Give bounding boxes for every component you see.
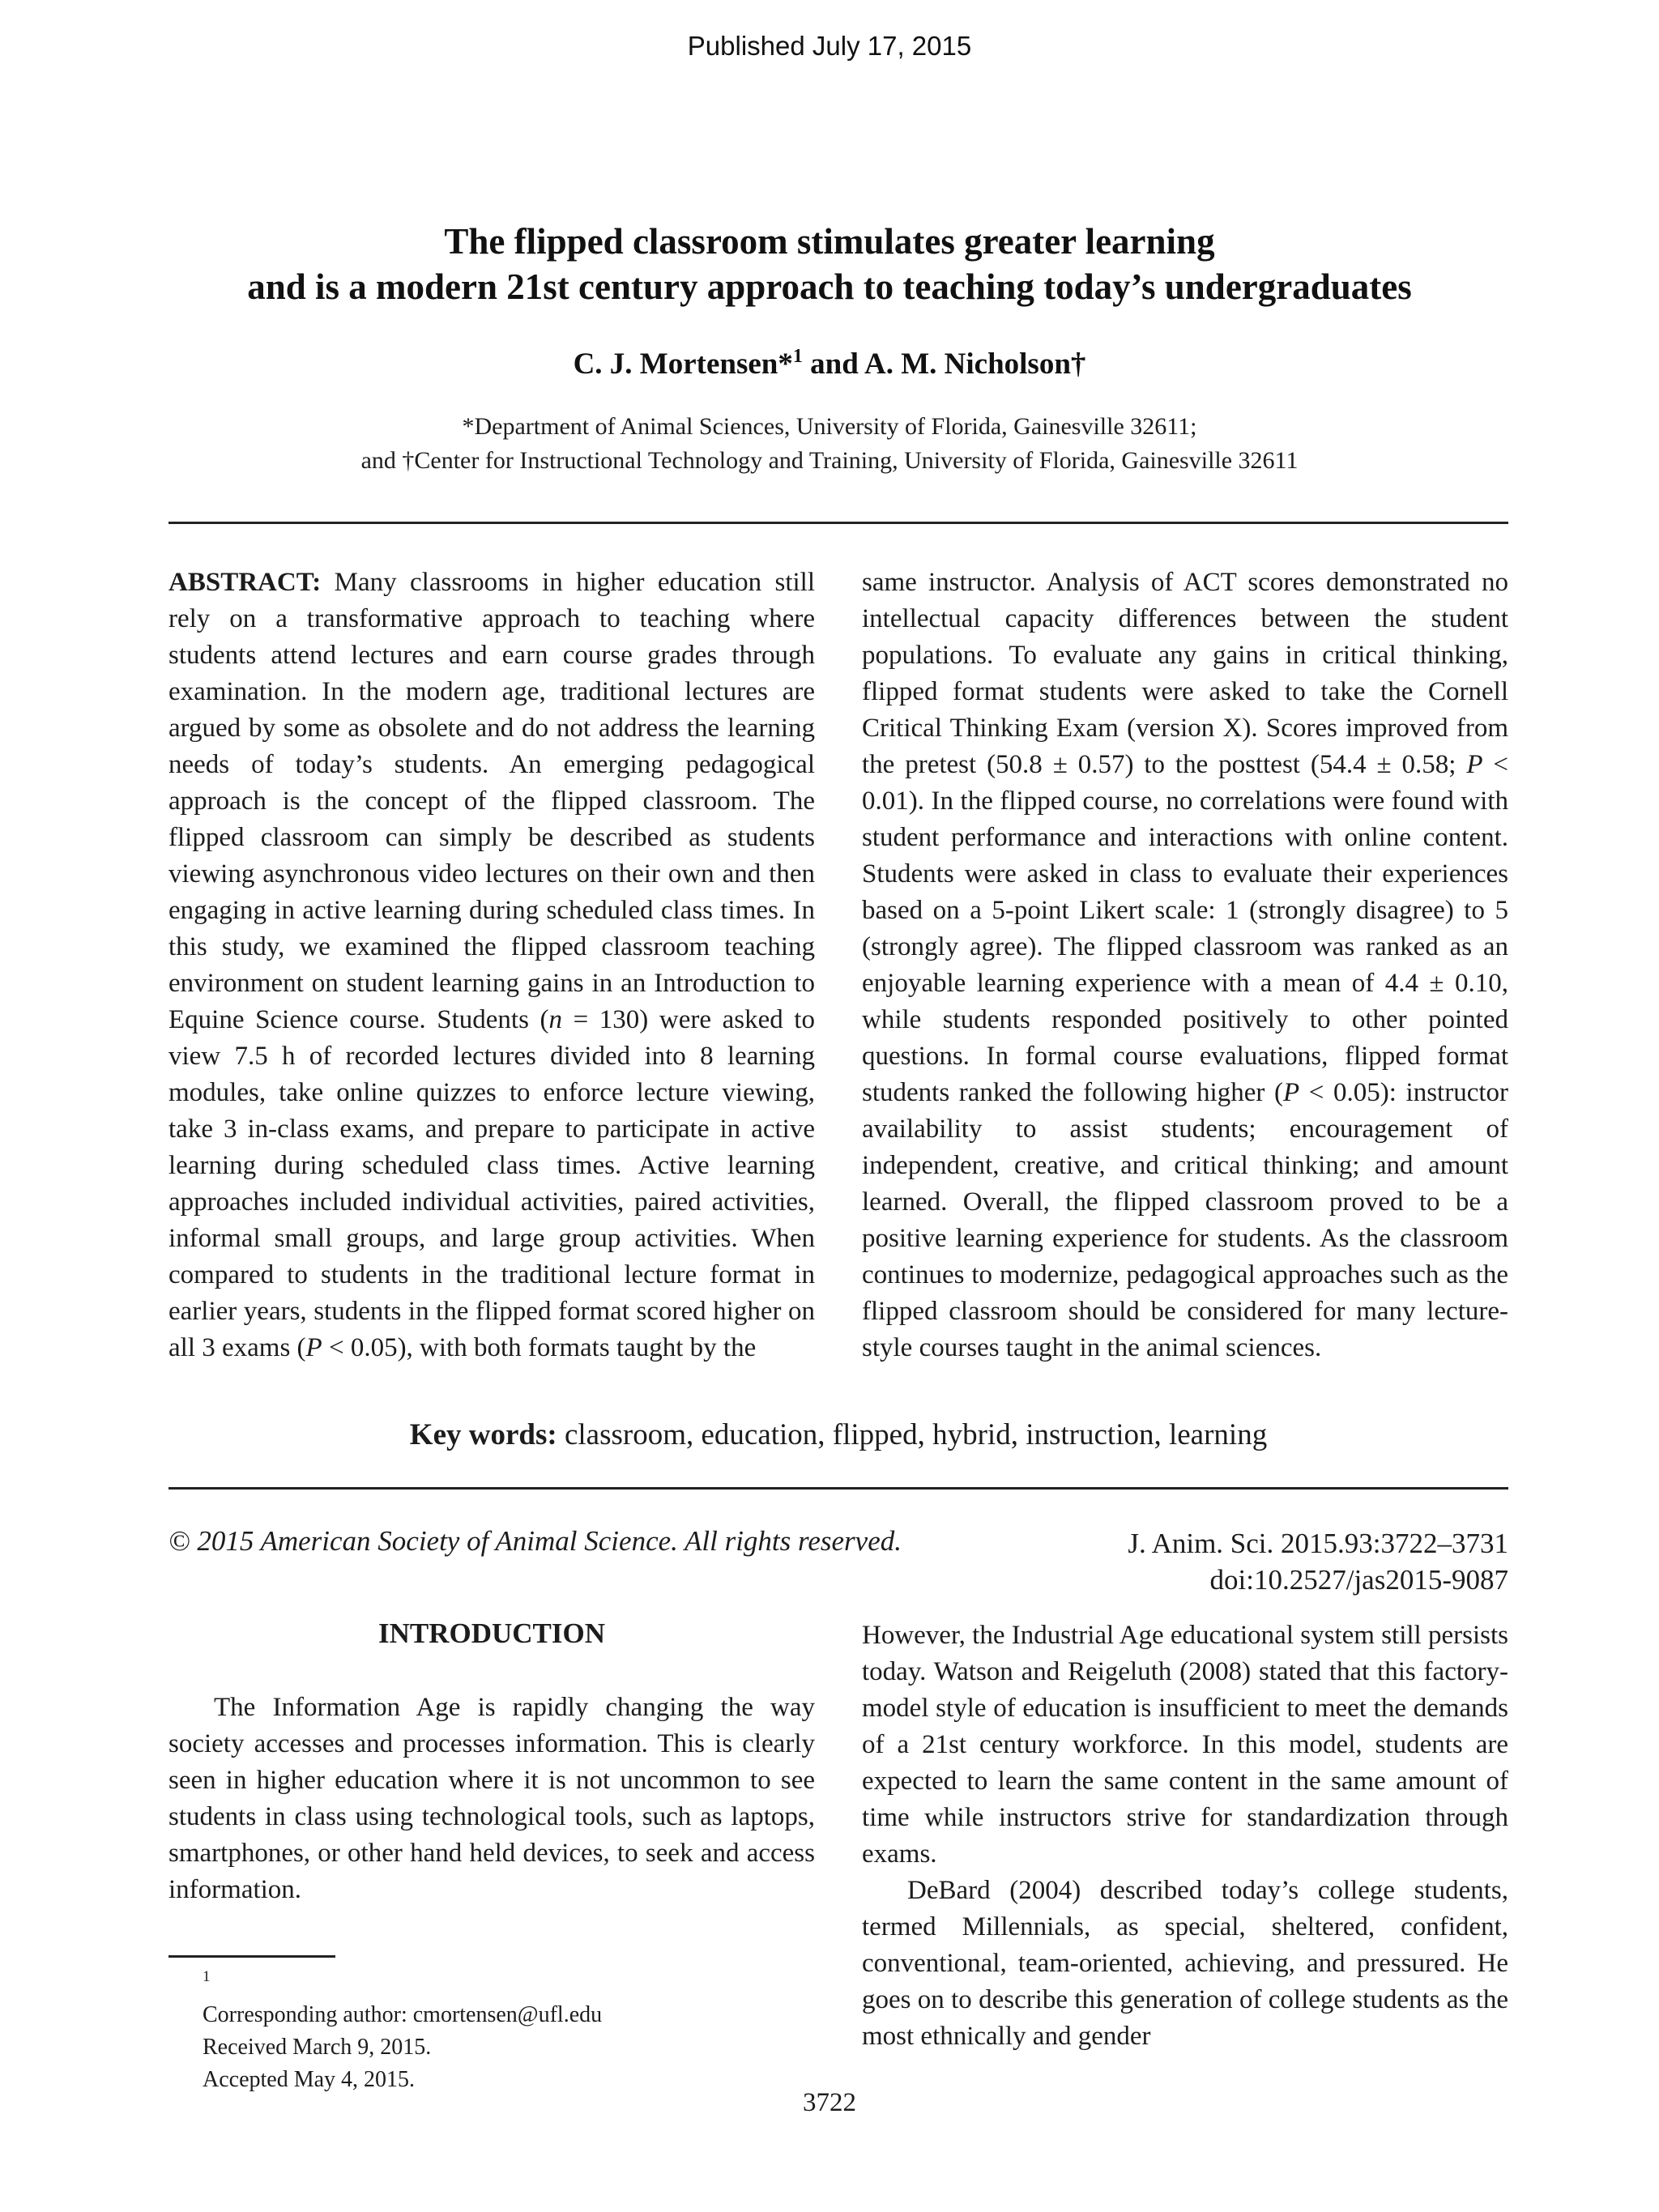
author-conjunction: and [802,347,864,381]
copyright-notice: © 2015 American Society of Animal Science. All rights reserved. [168,1525,902,1557]
footnote-received: Received March 9, 2015. [203,2035,432,2060]
introduction-left-column [168,1690,815,1908]
introduction-paragraph: However, the Industrial Age educational system still persists today. Watson and Reigeluth (2008) stated that this factory-model style of education is insufficient to meet the demands of a 21st century workforce. In this model, students are expected to learn the same content in the same amount of time while instructors strive for standardization through exams. [862,1621,1508,1869]
abstract-text-5: < 0.01). In the flipped course, no correlations were found with student performance and interactions with online content. Students were asked in class to evaluate their experiences based on a 5-point Likert scale: 1 (strongly disagree) to 5 (strongly agree). The flipped classroom was ranked as an enjoyable learning experience with a mean of 4.4 ± 0.10, while students responded positively to other pointed questions. In formal course evaluations, flipped format students ranked the following higher ( [862,750,1508,1107]
section-heading-introduction: INTRODUCTION [377,1617,606,1649]
journal-reference: J. Anim. Sci. 2015.93:3722–3731 [1128,1528,1508,1559]
abstract-divider [168,1487,1508,1490]
author-list [168,347,1491,381]
introduction-right-column [862,1617,1508,2055]
author-2: A. M. Nicholson† [864,347,1086,381]
author-1-footnote-marker: 1 [792,346,803,367]
p-symbol: P [1466,750,1483,779]
footnotes [203,1967,602,2096]
title-line-2: and is a modern 21st century approach to teaching today’s undergraduates [247,266,1412,307]
affiliations [168,410,1491,478]
abstract-left-column [168,565,815,1366]
abstract-text-2: = 130) were asked to view 7.5 h of recorded lectures divided into 8 learning modules, take online quizzes to enforce lecture viewing, take 3 in-class exams, and prepare to participate in active learning during scheduled class times. Active learning approaches included individual activities, paired activities, informal small groups, and large group activities. When compared to students in the traditional lecture format in earlier years, students in the flipped format scored higher on all 3 exams ( [168,1005,815,1362]
author-1: C. J. Mortensen* [573,347,793,381]
abstract-text-6: < 0.05): instructor availability to assist students; encouragement of independent, creative, and critical thinking; and amount learned. Overall, the flipped classroom proved to be a positive learning experience for students. As the classroom continues to modernize, pedagogical approaches such as the flipped classroom should be considered for many lecture-style courses taught in the animal sciences. [862,1078,1508,1362]
keywords [168,1417,1508,1452]
footnote-divider [168,1955,335,1958]
footnote-accepted: Accepted May 4, 2015. [203,2067,416,2092]
page-number: 3722 [803,2088,856,2117]
abstract-label: ABSTRACT: [168,568,322,597]
title-line-1: The flipped classroom stimulates greater learning [444,221,1215,262]
paper-title [168,219,1491,309]
keywords-text: classroom, education, flipped, hybrid, instruction, learning [557,1418,1268,1451]
introduction-paragraph: The Information Age is rapidly changing the way society accesses and processes information. This is clearly seen in higher education where it is not uncommon to see students in class using technological tools, such as laptops, smartphones, or other hand held devices, to seek and access information. [168,1693,815,1904]
affiliation-line-1: *Department of Animal Sciences, University of Florida, Gainesville 32611; [462,413,1197,440]
header-divider [168,522,1508,524]
doi: doi:10.2527/jas2015-9087 [1209,1564,1508,1596]
abstract-text-4: same instructor. Analysis of ACT scores demonstrated no intellectual capacity differences between the student populations. To evaluate any gains in critical thinking, flipped format students were asked to take the Cornell Critical Thinking Exam (version X). Scores improved from the pretest (50.8 ± 0.57) to the posttest (54.4 ± 0.58; [862,568,1508,779]
footnote-marker: 1 [203,1968,211,1985]
keywords-label: Key words: [409,1418,557,1451]
n-symbol: n [548,1005,562,1034]
affiliation-line-2: and †Center for Instructional Technology and Training, University of Florida, Gainesville 32611 [360,447,1299,474]
published-date: Published July 17, 2015 [687,31,972,61]
p-symbol: P [305,1333,322,1362]
corresponding-author-text: Corresponding author: cmortensen@ufl.edu [203,2002,603,2027]
p-symbol: P [1282,1078,1300,1107]
journal-citation [891,1525,1508,1598]
abstract-right-column [862,565,1508,1366]
footnote-corresponding-author [203,1967,602,2031]
introduction-paragraph: DeBard (2004) described today’s college students, termed Millennials, as special, sheltered, confident, conventional, team-oriented, achieving, and pressured. He goes on to describe this generation of college students as the most ethnically and gender [862,1876,1508,2051]
abstract-text-1: Many classrooms in higher education still rely on a transformative approach to teaching where students attend lectures and earn course grades through examination. In the modern age, traditional lectures are argued by some as obsolete and do not address the learning needs of today’s students. An emerging pedagogical approach is the concept of the flipped classroom. The flipped classroom can simply be described as students viewing asynchronous video lectures on their own and then engaging in active learning during scheduled class times. In this study, we examined the flipped classroom teaching environment on student learning gains in an Introduction to Equine Science course. Students ( [168,568,815,1034]
abstract-text-3: < 0.05), with both formats taught by the [322,1333,757,1362]
